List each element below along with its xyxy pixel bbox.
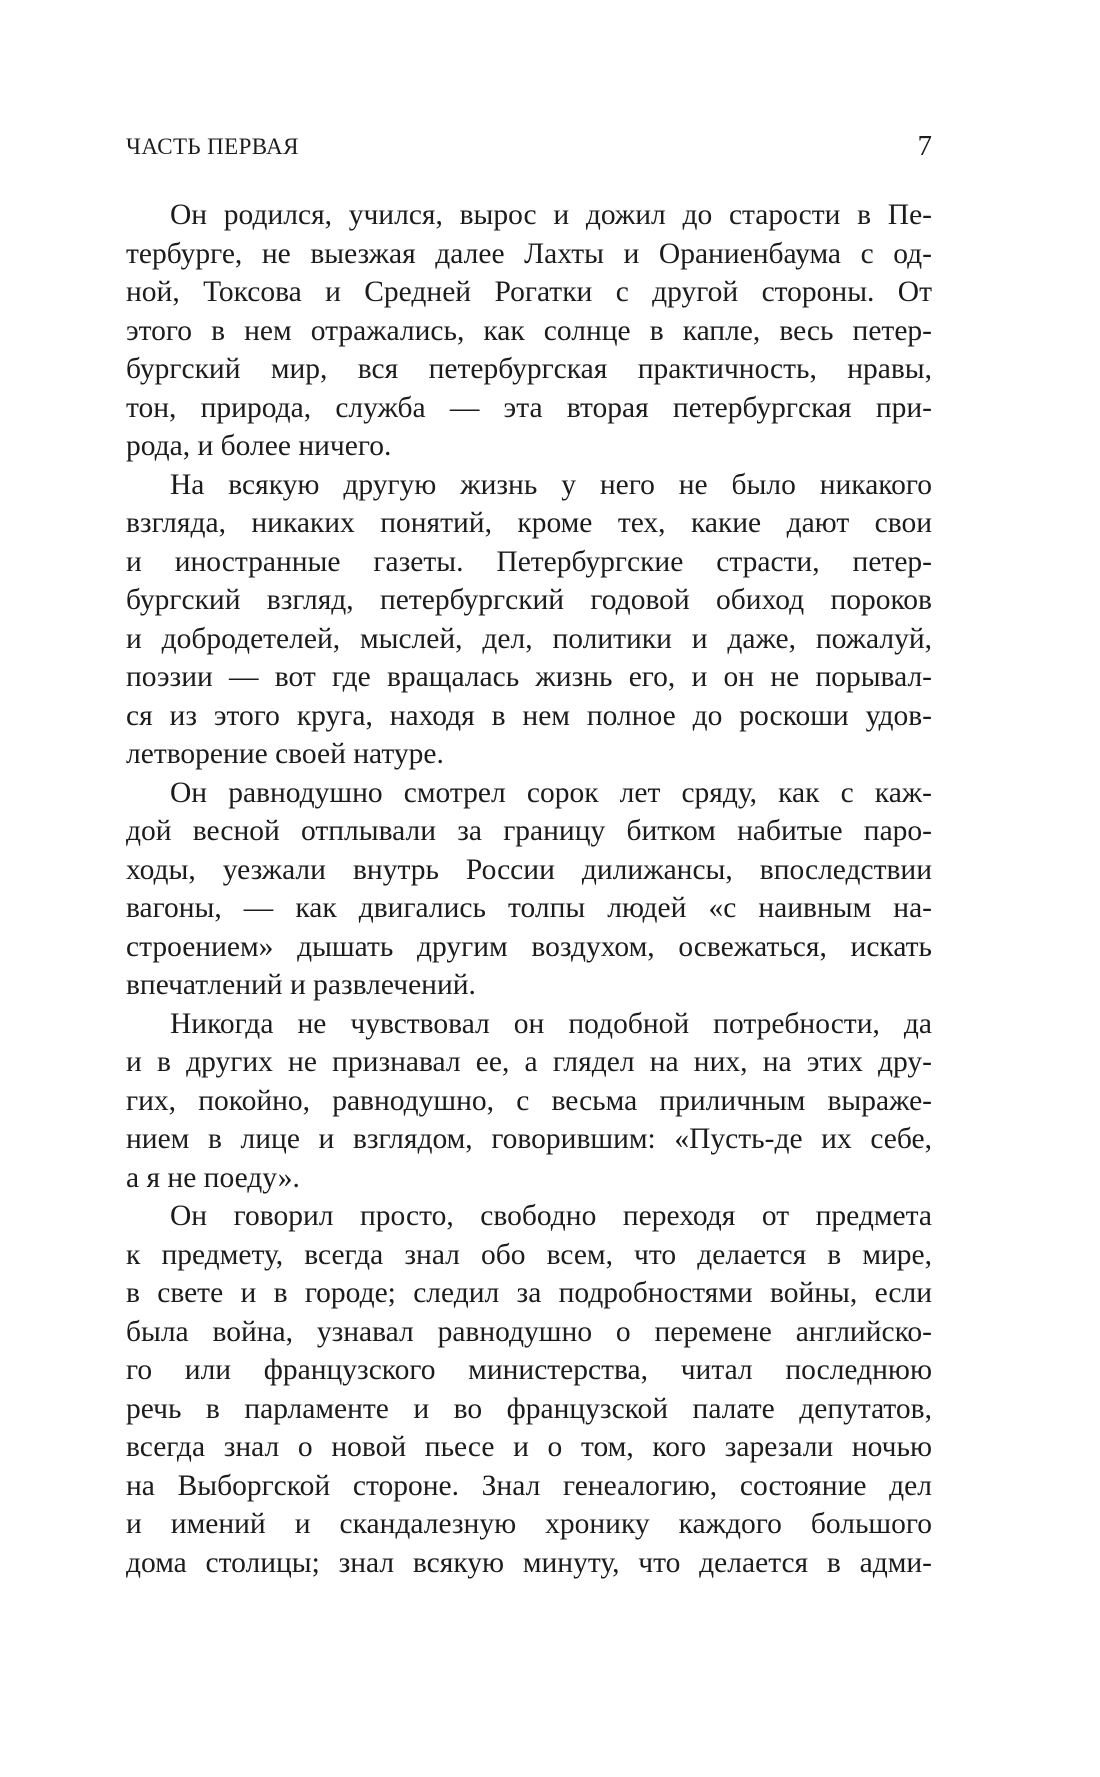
text-line: ходы, уезжали внутрь России дилижансы, впоследствии [126, 853, 932, 886]
text-line: и в других не признавал ее, а глядел на них, на этих дру- [126, 1046, 932, 1078]
text-line: строением» дышать другим воздухом, освежаться, искать [126, 930, 932, 963]
text-line: тон, природа, служба — эта вторая петербургская при- [126, 391, 932, 424]
text-line: Он говорил просто, свободно переходя от предмета [170, 1200, 932, 1232]
text-line: в свете и в городе; следил за подробностями войны, если [126, 1277, 932, 1309]
text-line: Он родился, учился, вырос и дожил до старости в Пе- [170, 199, 932, 231]
text-line: дой весной отплывали за границу битком набитые паро- [126, 815, 932, 847]
text-line: рода, и более ничего. [126, 430, 392, 462]
text-line: го или французского министерства, читал последнюю [126, 1354, 932, 1386]
text-line: этого в нем отражались, как солнце в капле, весь петер- [126, 314, 932, 347]
text-line: вагоны, — как двигались толпы людей «с наивным на- [126, 892, 932, 924]
text-line: тербурге, не выезжая далее Лахты и Ораниенбаума с од- [126, 237, 932, 270]
text-line: ной, Токсова и Средней Рогатки с другой стороны. От [126, 276, 932, 308]
text-line: и добродетелей, мыслей, дел, политики и даже, пожалуй, [126, 622, 932, 655]
text-line: впечатлений и развлечений. [126, 969, 476, 1001]
text-line: На всякую другую жизнь у него не было никакого [170, 468, 932, 501]
text-line: а я не поеду». [126, 1161, 300, 1194]
text-line: к предмету, всегда знал обо всем, что делается в мире, [126, 1238, 932, 1271]
text-line: всегда знал о новой пьесе и о том, кого зарезали ночью [126, 1431, 932, 1463]
text-line: Никогда не чувствовал он подобной потребности, да [170, 1007, 932, 1040]
text-line: бургский взгляд, петербургский годовой обиход пороков [126, 584, 932, 616]
text-line: Он равнодушно смотрел сорок лет сряду, как с каж- [170, 776, 932, 809]
text-line: летворение своей натуре. [126, 738, 444, 770]
text-line: нием в лице и взглядом, говорившим: «Пусть-де их себе, [126, 1123, 932, 1155]
text-line: поэзии — вот где вращалась жизнь его, и он не порывал- [126, 661, 932, 693]
text-line: бургский мир, вся петербургская практичность, нравы, [126, 353, 932, 385]
text-line: взгляда, никаких понятий, кроме тех, какие дают свои [126, 507, 932, 539]
text-line: и иностранные газеты. Петербургские страсти, петер- [126, 545, 932, 578]
text-line: на Выборгской стороне. Знал генеалогию, состояние дел [126, 1469, 932, 1502]
text-line: гих, покойно, равнодушно, с весьма приличным выраже- [126, 1084, 932, 1117]
page-number: 7 [917, 130, 932, 162]
text-line: дома столицы; знал всякую минуту, что делается в адми- [126, 1546, 932, 1579]
text-line: была война, узнавал равнодушно о перемене английско- [126, 1315, 932, 1348]
text-line: и имений и скандалезную хронику каждого большого [126, 1508, 932, 1540]
running-header [126, 130, 932, 174]
running-title: ЧАСТЬ ПЕРВАЯ [126, 134, 299, 159]
text-line: речь в парламенте и во французской палате депутатов, [126, 1392, 932, 1425]
text-line: ся из этого круга, находя в нем полное до роскоши удов- [126, 699, 932, 732]
body-text [126, 196, 932, 1582]
